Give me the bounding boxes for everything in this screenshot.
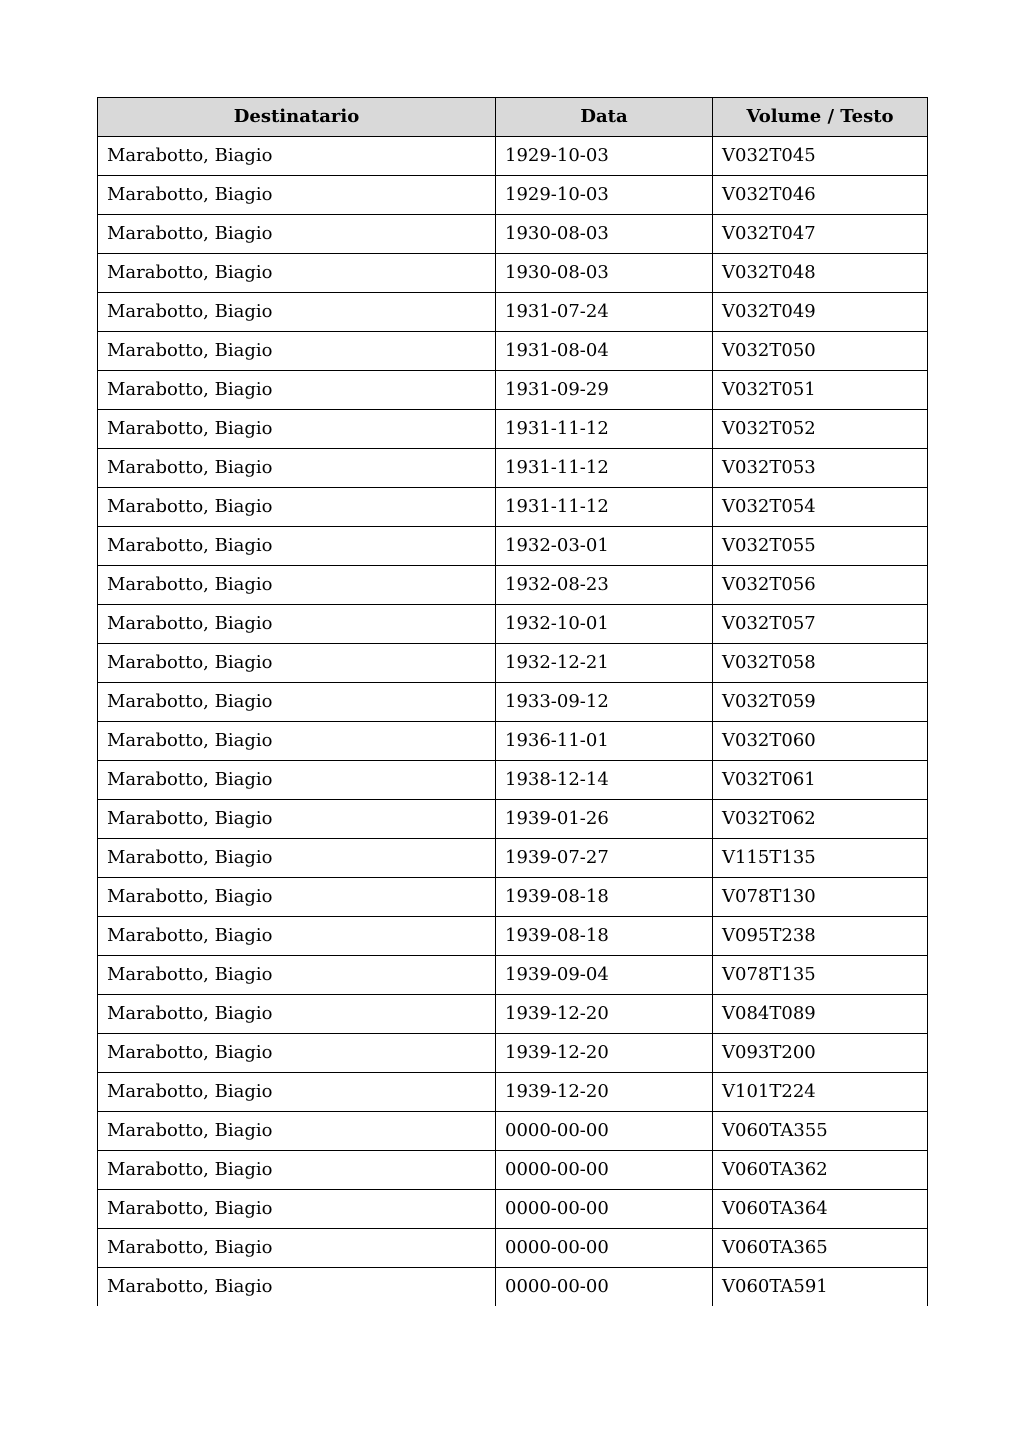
cell-volume-testo: V032T056: [713, 566, 928, 605]
table-row: [98, 1151, 928, 1190]
cell-data: 1939-08-18: [496, 917, 713, 956]
cell-destinatario: Marabotto, Biagio: [98, 839, 496, 878]
cell-destinatario: Marabotto, Biagio: [98, 371, 496, 410]
cell-volume-testo: V032T048: [713, 254, 928, 293]
cell-volume-testo: V032T062: [713, 800, 928, 839]
cell-data: 1929-10-03: [496, 176, 713, 215]
cell-destinatario: Marabotto, Biagio: [98, 332, 496, 371]
cell-destinatario: Marabotto, Biagio: [98, 800, 496, 839]
cell-volume-testo: V032T050: [713, 332, 928, 371]
cell-volume-testo: V084T089: [713, 995, 928, 1034]
cell-volume-testo: V032T057: [713, 605, 928, 644]
table-row: [98, 215, 928, 254]
cell-volume-testo: V032T049: [713, 293, 928, 332]
cell-destinatario: Marabotto, Biagio: [98, 644, 496, 683]
table-row: [98, 293, 928, 332]
cell-volume-testo: V032T060: [713, 722, 928, 761]
cell-volume-testo: V032T046: [713, 176, 928, 215]
table-row: [98, 1190, 928, 1229]
cell-data: 1929-10-03: [496, 137, 713, 176]
cell-destinatario: Marabotto, Biagio: [98, 956, 496, 995]
cell-destinatario: Marabotto, Biagio: [98, 176, 496, 215]
table-row: [98, 410, 928, 449]
cell-destinatario: Marabotto, Biagio: [98, 605, 496, 644]
cell-data: 0000-00-00: [496, 1190, 713, 1229]
cell-destinatario: Marabotto, Biagio: [98, 566, 496, 605]
table-row: [98, 1034, 928, 1073]
cell-data: 0000-00-00: [496, 1151, 713, 1190]
cell-volume-testo: V093T200: [713, 1034, 928, 1073]
cell-volume-testo: V060TA591: [713, 1268, 928, 1307]
table-row: [98, 1073, 928, 1112]
table-row: [98, 371, 928, 410]
cell-destinatario: Marabotto, Biagio: [98, 527, 496, 566]
cell-data: 1939-12-20: [496, 1073, 713, 1112]
table-row: [98, 332, 928, 371]
cell-data: 0000-00-00: [496, 1112, 713, 1151]
cell-destinatario: Marabotto, Biagio: [98, 917, 496, 956]
cell-volume-testo: V115T135: [713, 839, 928, 878]
cell-destinatario: Marabotto, Biagio: [98, 488, 496, 527]
cell-destinatario: Marabotto, Biagio: [98, 449, 496, 488]
cell-data: 1931-11-12: [496, 410, 713, 449]
cell-destinatario: Marabotto, Biagio: [98, 1190, 496, 1229]
table-row: [98, 956, 928, 995]
cell-destinatario: Marabotto, Biagio: [98, 1268, 496, 1307]
table-row: [98, 1112, 928, 1151]
cell-destinatario: Marabotto, Biagio: [98, 995, 496, 1034]
cell-destinatario: Marabotto, Biagio: [98, 683, 496, 722]
header-volume-testo: Volume / Testo: [713, 98, 928, 137]
table-row: [98, 137, 928, 176]
cell-data: 0000-00-00: [496, 1268, 713, 1307]
cell-data: 1936-11-01: [496, 722, 713, 761]
cell-data: 1931-07-24: [496, 293, 713, 332]
table-body: [98, 137, 928, 1307]
header-data: Data: [496, 98, 713, 137]
cell-volume-testo: V060TA362: [713, 1151, 928, 1190]
table-row: [98, 761, 928, 800]
cell-volume-testo: V078T135: [713, 956, 928, 995]
cell-volume-testo: V095T238: [713, 917, 928, 956]
table-row: [98, 995, 928, 1034]
cell-volume-testo: V032T053: [713, 449, 928, 488]
cell-volume-testo: V060TA364: [713, 1190, 928, 1229]
cell-destinatario: Marabotto, Biagio: [98, 1034, 496, 1073]
cell-volume-testo: V078T130: [713, 878, 928, 917]
cell-volume-testo: V032T059: [713, 683, 928, 722]
cell-volume-testo: V060TA365: [713, 1229, 928, 1268]
cell-destinatario: Marabotto, Biagio: [98, 1229, 496, 1268]
table-row: [98, 449, 928, 488]
header-row: [98, 98, 928, 137]
cell-destinatario: Marabotto, Biagio: [98, 722, 496, 761]
cell-volume-testo: V032T058: [713, 644, 928, 683]
table-row: [98, 644, 928, 683]
cell-volume-testo: V032T054: [713, 488, 928, 527]
table-row: [98, 878, 928, 917]
cell-data: 1931-11-12: [496, 488, 713, 527]
cell-destinatario: Marabotto, Biagio: [98, 215, 496, 254]
cell-destinatario: Marabotto, Biagio: [98, 254, 496, 293]
cell-volume-testo: V032T051: [713, 371, 928, 410]
cell-volume-testo: V032T047: [713, 215, 928, 254]
cell-volume-testo: V032T045: [713, 137, 928, 176]
cell-data: 1932-03-01: [496, 527, 713, 566]
cell-destinatario: Marabotto, Biagio: [98, 878, 496, 917]
cell-data: 1939-01-26: [496, 800, 713, 839]
cell-data: 1939-12-20: [496, 1034, 713, 1073]
table-row: [98, 527, 928, 566]
cell-data: 1939-07-27: [496, 839, 713, 878]
table-header: [98, 98, 928, 137]
cell-data: 1932-12-21: [496, 644, 713, 683]
cell-destinatario: Marabotto, Biagio: [98, 761, 496, 800]
cell-data: 1933-09-12: [496, 683, 713, 722]
header-destinatario: Destinatario: [98, 98, 496, 137]
cell-destinatario: Marabotto, Biagio: [98, 137, 496, 176]
cell-data: 1930-08-03: [496, 254, 713, 293]
cell-data: 1931-11-12: [496, 449, 713, 488]
table-row: [98, 839, 928, 878]
cell-data: 1938-12-14: [496, 761, 713, 800]
cell-volume-testo: V060TA355: [713, 1112, 928, 1151]
table-row: [98, 176, 928, 215]
cell-data: 1930-08-03: [496, 215, 713, 254]
cell-destinatario: Marabotto, Biagio: [98, 1112, 496, 1151]
cell-data: 1932-10-01: [496, 605, 713, 644]
cell-destinatario: Marabotto, Biagio: [98, 1151, 496, 1190]
cell-volume-testo: V101T224: [713, 1073, 928, 1112]
cell-data: 1939-12-20: [496, 995, 713, 1034]
cell-volume-testo: V032T055: [713, 527, 928, 566]
table-row: [98, 254, 928, 293]
cell-destinatario: Marabotto, Biagio: [98, 410, 496, 449]
cell-data: 1932-08-23: [496, 566, 713, 605]
table-row: [98, 683, 928, 722]
table-row: [98, 1268, 928, 1307]
cell-data: 1939-09-04: [496, 956, 713, 995]
cell-destinatario: Marabotto, Biagio: [98, 1073, 496, 1112]
cell-destinatario: Marabotto, Biagio: [98, 293, 496, 332]
table-row: [98, 566, 928, 605]
table-row: [98, 605, 928, 644]
cell-data: 1939-08-18: [496, 878, 713, 917]
cell-data: 1931-08-04: [496, 332, 713, 371]
table-row: [98, 1229, 928, 1268]
table-row: [98, 917, 928, 956]
cell-volume-testo: V032T061: [713, 761, 928, 800]
records-table: [97, 97, 928, 1306]
cell-data: 1931-09-29: [496, 371, 713, 410]
table-row: [98, 800, 928, 839]
table-row: [98, 722, 928, 761]
cell-volume-testo: V032T052: [713, 410, 928, 449]
cell-data: 0000-00-00: [496, 1229, 713, 1268]
table-row: [98, 488, 928, 527]
